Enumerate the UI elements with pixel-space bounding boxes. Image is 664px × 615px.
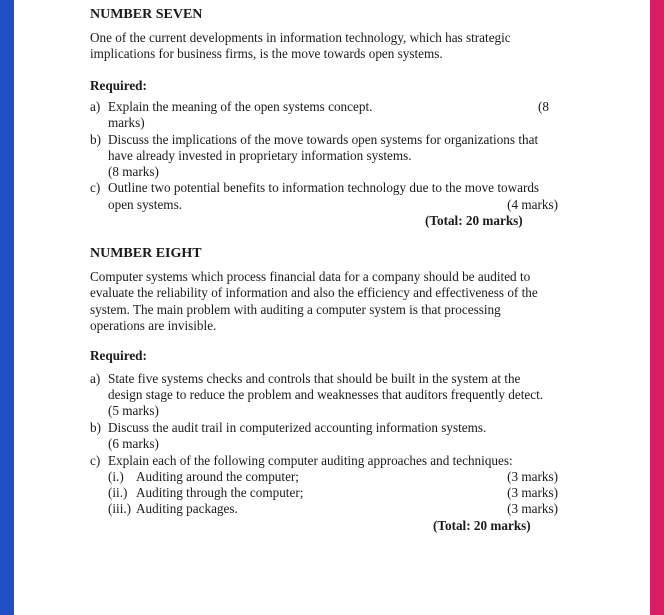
question-7a-text: Explain the meaning of the open systems concept. [108,99,373,114]
question-8c-text: Explain each of the following computer auditing approaches and techniques: [108,453,513,468]
question-7b-marks: (8 marks) [108,164,159,179]
sub-item-text: Auditing through the computer; [136,485,304,500]
sub-item-text: Auditing packages. [136,501,238,516]
question-8b-text: Discuss the audit trail in computerized accounting information systems. [108,420,487,435]
section-eight-intro-line: evaluate the reliability of information and also the efficiency and effectiveness of the [90,285,538,300]
section-seven-total: (Total: 20 marks) [425,213,523,228]
question-8a-line: design stage to reduce the problem and weaknesses that auditors frequently detect. [108,387,544,402]
question-7a-marks-open: (8 [538,99,549,114]
question-8a-marks: (5 marks) [108,403,159,418]
section-eight-intro-line: operations are invisible. [90,318,217,333]
section-eight-required-label: Required: [90,348,147,363]
question-8a-line: State five systems checks and controls that should be built in the system at the [108,371,521,386]
sub-item-marks: (3 marks) [507,469,558,484]
question-7a-marks-close: marks) [108,115,145,130]
sub-item-label: (iii.) [108,501,132,516]
question-7b-line: Discuss the implications of the move towards open systems for organizations that [108,132,539,147]
sub-item-label: (i.) [108,469,124,484]
section-seven-intro-line: implications for business firms, is the move towards open systems. [90,46,443,61]
sub-item-label: (ii.) [108,485,128,500]
section-eight-heading: NUMBER EIGHT [90,246,202,261]
section-eight-intro-line: Computer systems which process financial data for a company should be audited to [90,269,531,284]
sub-item-marks: (3 marks) [507,501,558,516]
section-eight-intro-line: system. The main problem with auditing a computer system is that processing [90,302,501,317]
right-accent-bar [650,0,664,615]
sub-item-text: Auditing around the computer; [136,469,299,484]
left-accent-bar [0,0,14,615]
question-7c-line: open systems. [108,197,182,212]
item-label: a) [90,371,101,386]
item-label: c) [90,180,101,195]
question-8b-marks: (6 marks) [108,436,159,451]
question-7b-line: have already invested in proprietary information systems. [108,148,412,163]
section-seven-intro-line: One of the current developments in information technology, which has strategic [90,30,511,45]
item-label: a) [90,99,101,114]
question-7c-line: Outline two potential benefits to information technology due to the move towards [108,180,540,195]
item-label: b) [90,132,101,147]
section-seven-required-label: Required: [90,78,147,93]
section-eight-total: (Total: 20 marks) [433,518,531,533]
question-7c-marks: (4 marks) [507,197,558,212]
item-label: b) [90,420,101,435]
section-seven-heading: NUMBER SEVEN [90,7,203,22]
item-label: c) [90,453,101,468]
sub-item-marks: (3 marks) [507,485,558,500]
